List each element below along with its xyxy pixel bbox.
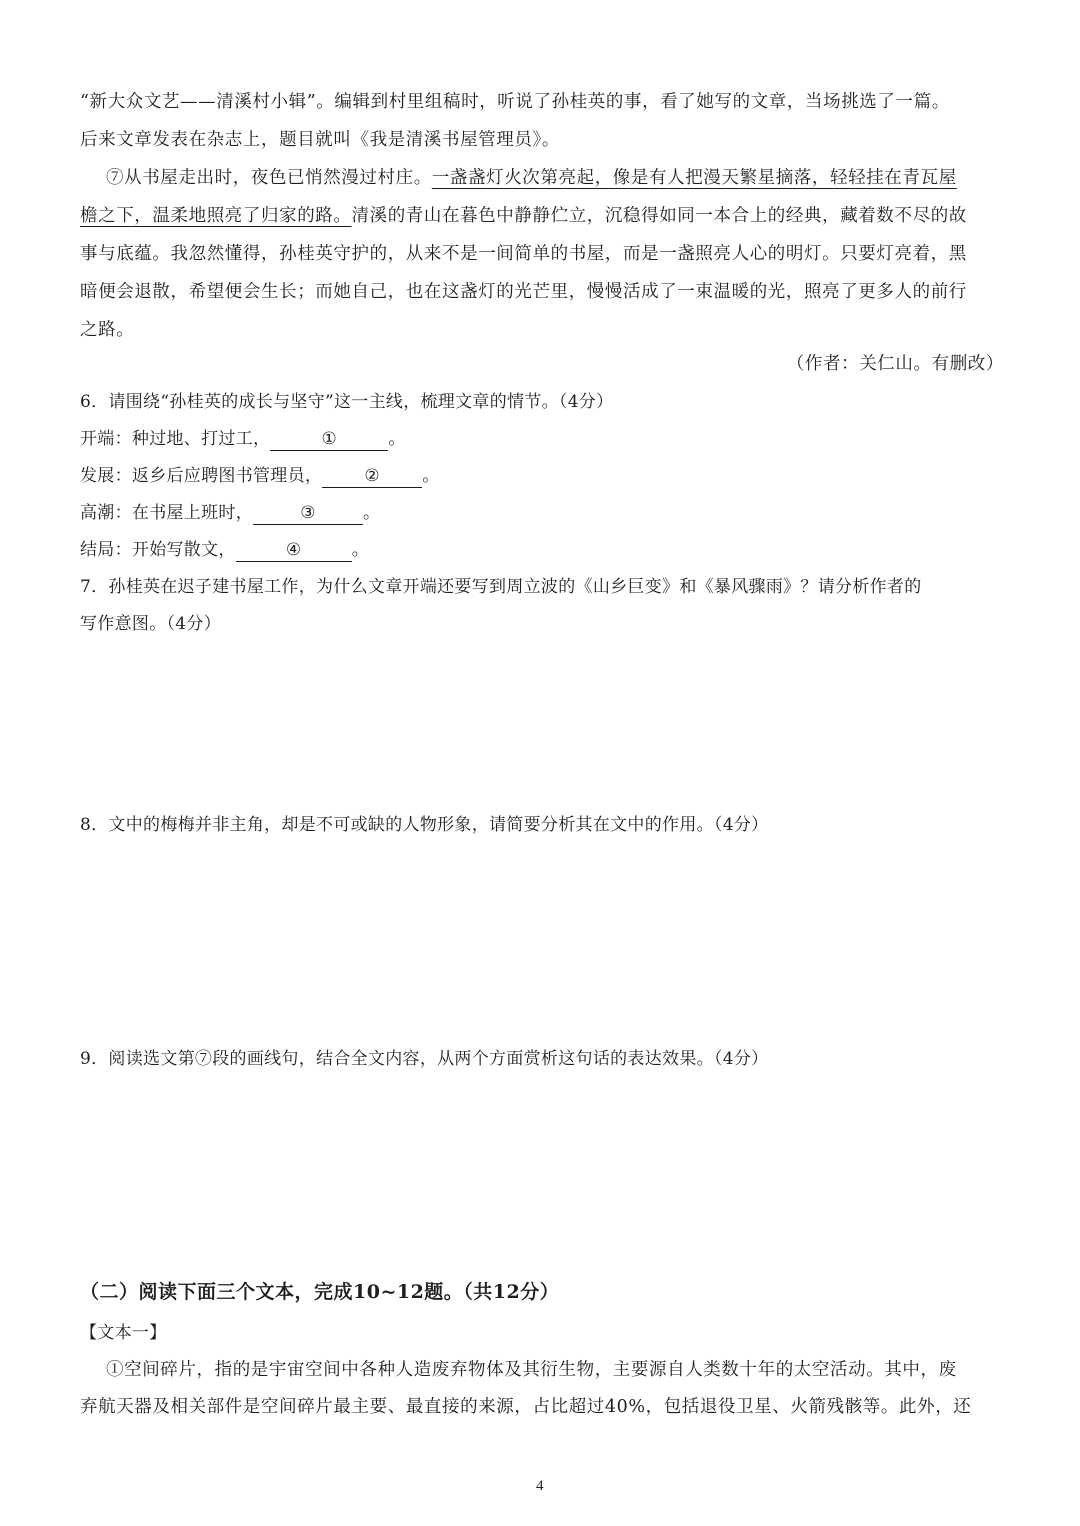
- text-1-label: 【文本一】: [80, 1323, 167, 1343]
- question-6-item-3: [80, 498, 380, 525]
- item-end: 。: [388, 429, 406, 449]
- question-6-item-1: [80, 424, 406, 451]
- item-label: 发展：返乡后应聘图书管理员，: [80, 466, 323, 486]
- question-7-line-1: 7．孙桂英在迟子建书屋工作，为什么文章开端还要写到周立波的《山乡巨变》和《暴风骤雨》？请分析作者的: [80, 577, 922, 597]
- section-2-title: （二）阅读下面三个文本，完成10~12题。（共12分）: [80, 1281, 560, 1303]
- question-6-item-2: [80, 461, 440, 488]
- question-8-answer-area[interactable]: [80, 842, 1000, 1032]
- page-number: 4: [536, 1478, 544, 1494]
- paragraph-7-text: 清溪的青山在暮色中静静伫立，沉稳得如同一本合上的经典，藏着数不尽的故: [351, 206, 967, 226]
- passage-line: 之路。: [80, 320, 135, 340]
- text-1-line: 弃航天器及相关部件是空间碎片最主要、最直接的来源，占比超过40%，包括退役卫星、火箭残骸等。此外，还: [80, 1397, 972, 1417]
- underlined-sentence-part-1: 一盏盏灯火次第亮起，像是有人把漫天繁星摘落，轻轻挂在青瓦屋: [431, 168, 957, 188]
- question-8: 8．文中的梅梅并非主角，却是不可或缺的人物形象，请简要分析其在文中的作用。（4分）: [80, 815, 769, 835]
- paragraph-7-line-1: [106, 164, 957, 189]
- answer-blank-1[interactable]: ①: [270, 428, 388, 451]
- question-7-line-2: 写作意图。（4分）: [80, 614, 222, 634]
- underlined-sentence-part-2: 檐之下，温柔地照亮了归家的路。: [80, 206, 352, 226]
- item-label: 开端：种过地、打过工，: [80, 429, 271, 449]
- question-9-answer-area[interactable]: [80, 1076, 1000, 1266]
- question-6-item-4: [80, 535, 369, 562]
- answer-blank-2[interactable]: ②: [322, 465, 422, 488]
- passage-line: 后来文章发表在杂志上，题目就叫《我是清溪书屋管理员》。: [80, 130, 560, 150]
- item-label: 结局：开始写散文，: [80, 540, 236, 560]
- item-end: 。: [422, 466, 440, 486]
- passage-line: 事与底蕴。我忽然懂得，孙桂英守护的，从来不是一间简单的书屋，而是一盏照亮人心的明灯。只要灯亮着，黑: [80, 244, 967, 264]
- answer-blank-3[interactable]: ③: [253, 502, 363, 525]
- paragraph-7-lead: ⑦从书屋走出时，夜色已悄然漫过村庄。: [106, 168, 432, 188]
- passage-line: 暗便会退散，希望便会生长；而她自己，也在这盏灯的光芒里，慢慢活成了一束温暖的光，照亮了更多人的前行: [80, 282, 967, 302]
- item-end: 。: [363, 503, 381, 523]
- passage-line: “新大众文艺——清溪村小辑”。编辑到村里组稿时，听说了孙桂英的事，看了她写的文章，当场挑选了一篇。: [80, 92, 950, 112]
- attribution: （作者：关仁山。有删改）: [786, 354, 1004, 374]
- item-label: 高潮：在书屋上班时，: [80, 503, 253, 523]
- paragraph-7-line-2: [80, 202, 967, 227]
- answer-blank-4[interactable]: ④: [236, 539, 352, 562]
- item-end: 。: [351, 540, 370, 560]
- question-6-stem: 6．请围绕“孙桂英的成长与坚守”这一主线，梳理文章的情节。（4分）: [80, 392, 614, 412]
- question-7-answer-area[interactable]: [80, 640, 1000, 800]
- question-9: 9．阅读选文第⑦段的画线句，结合全文内容，从两个方面赏析这句话的表达效果。（4分）: [80, 1049, 769, 1069]
- text-1-line: ①空间碎片，指的是宇宙空间中各种人造废弃物体及其衍生物，主要源自人类数十年的太空活动。其中，废: [106, 1360, 957, 1380]
